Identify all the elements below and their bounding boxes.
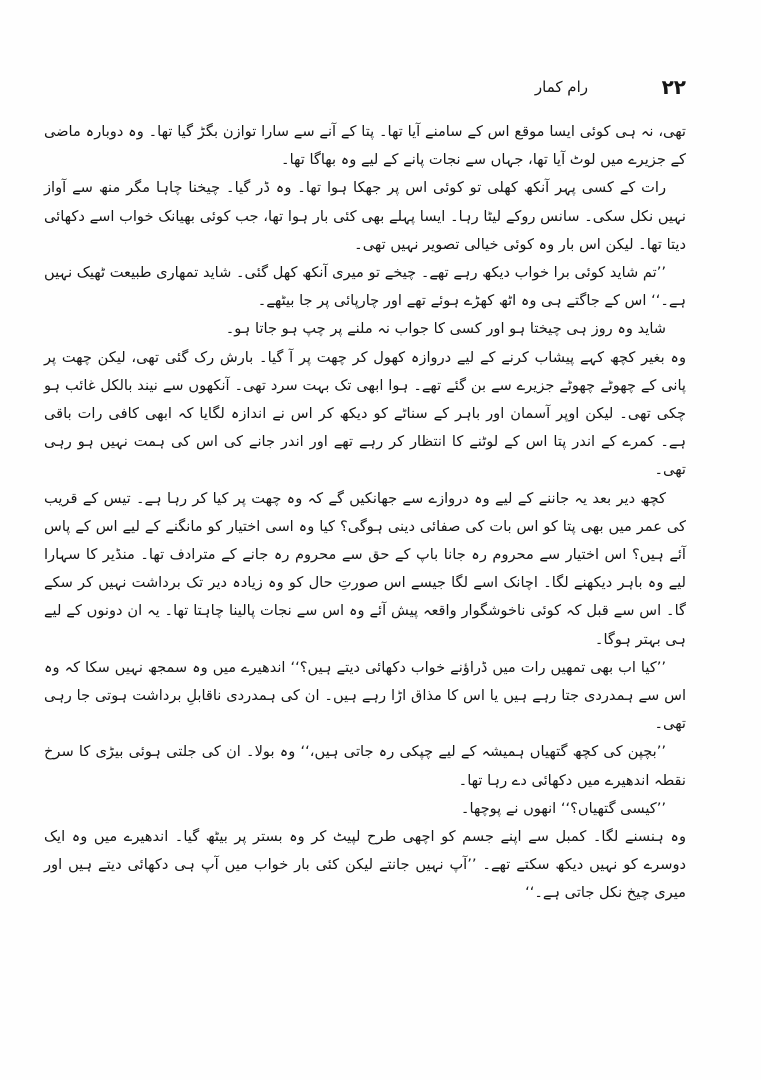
dialogue-paragraph: ’’بچپن کی کچھ گتھیاں ہمیشہ کے لیے چپکی رہ جاتی ہیں،‘‘ وہ بولا۔ ان کی جلتی ہوئی بیڑی کا سرخ نقطہ اندھیرے میں دکھائی دے رہا تھا۔ [44,743,686,789]
page-header [40,74,686,104]
paragraph: وہ ہنسنے لگا۔ کمبل سے اپنے جسم کو اچھی طرح لپیٹ کر وہ بستر پر بیٹھ گیا۔ اندھیرے میں وہ ایک دوسرے کو نہیں دیکھ سکتے تھے۔ ’’آپ نہیں جانتے لیکن کئی بار خواب میں آپ ہی دکھائی دیتے ہیں اور میری چیخ نکل جاتی ہے۔‘‘ [44,828,686,902]
running-title: رام کمار [534,78,588,96]
paragraph: کچھ دیر بعد یہ جاننے کے لیے وہ دروازے سے جھانکیں گے کہ وہ چھت پر کیا کر رہا ہے۔ تیس کے قریب کی عمر میں بھی پتا کو اس بات کی صفائی دینی ہوگی؟ کیا وہ اسی اختیار کو مانگنے کے لیے اس کے پاس آئے ہیں؟ اس اختیار سے محروم رہ جانا باپ کے حق سے محروم رہ جانے کے مترادف تھا۔ منڈیر کا سہارا لیے وہ باہر دیکھنے لگا۔ اچانک اسے لگا جیسے اس صورتِ حال کو وہ زیادہ دیر تک برداشت نہیں کر سکے گا۔ اس سے قبل کہ کوئی ناخوشگوار واقعہ پیش آئے وہ اس سے نجات پالینا چاہتا تھا۔ یہ ان دونوں کے لیے ہی بہتر ہوگا۔ [44,489,686,648]
dialogue-paragraph: ’’کیسی گتھیاں؟‘‘ انھوں نے پوچھا۔ [460,799,666,817]
page-body [44,118,686,908]
paragraph: رات کے کسی پہر آنکھ کھلی تو کوئی اس پر جھکا ہوا تھا۔ وہ ڈر گیا۔ چیخنا چاہا مگر منھ سے آواز نہیں نکل سکی۔ سانس روکے لیٹا رہا۔ ایسا پہلے بھی کئی بار ہوا تھا، جب کوئی بھیانک خواب اسے دکھائی دیتا تھا۔ لیکن اس بار وہ کوئی خیالی تصویر نہیں تھی۔ [44,179,686,253]
paragraph: وہ بغیر کچھ کہے پیشاب کرنے کے لیے دروازہ کھول کر چھت پر آ گیا۔ بارش رک گئی تھی، لیکن چھت پر پانی کے چھوٹے چھوٹے جزیرے سے بن گئے تھے۔ ہوا ابھی تک بہت سرد تھی۔ آنکھوں سے نیند بالکل غائب ہو چکی تھی۔ لیکن اوپر آسمان اور باہر کے سناٹے کو دیکھ کر اس نے اندازہ لگایا کہ ابھی کافی رات باقی ہے۔ کمرے کے اندر پتا اس کے لوٹنے کا انتظار کر رہے تھے اور اندر جانے کی اس کی ہمت نہیں ہو رہی تھی۔ [44,348,686,479]
paragraph: شاید وہ روز ہی چیختا ہو اور کسی کا جواب نہ ملنے پر چپ ہو جاتا ہو۔ [225,320,666,338]
paragraph: تھی، نہ ہی کوئی ایسا موقع اس کے سامنے آیا تھا۔ پتا کے آنے سے سارا توازن بگڑ گیا تھا۔ وہ دوبارہ ماضی کے جزیرے میں لوٹ آیا تھا، جہاں سے نجات پانے کے لیے وہ بھاگا تھا۔ [44,123,686,169]
page-number: ۲۲ [661,75,686,99]
dialogue-paragraph: ’’تم شاید کوئی برا خواب دیکھ رہے تھے۔ چیخے تو میری آنکھ کھل گئی۔ شاید تمھاری طبیعت ٹھیک نہیں ہے۔‘‘ اس کے جاگتے ہی وہ اٹھ کھڑے ہوئے تھے اور چارپائی پر جا بیٹھے۔ [44,264,686,310]
dialogue-paragraph: ’’کیا اب بھی تمھیں رات میں ڈراؤنے خواب دکھائی دیتے ہیں؟‘‘ اندھیرے میں وہ سمجھ نہیں سکا کہ وہ اس سے ہمدردی جتا رہے ہیں یا اس کا مذاق اڑا رہے ہیں۔ ان کی ہمدردی ناقابلِ برداشت ہوتی جا رہی تھی۔ [44,658,686,733]
